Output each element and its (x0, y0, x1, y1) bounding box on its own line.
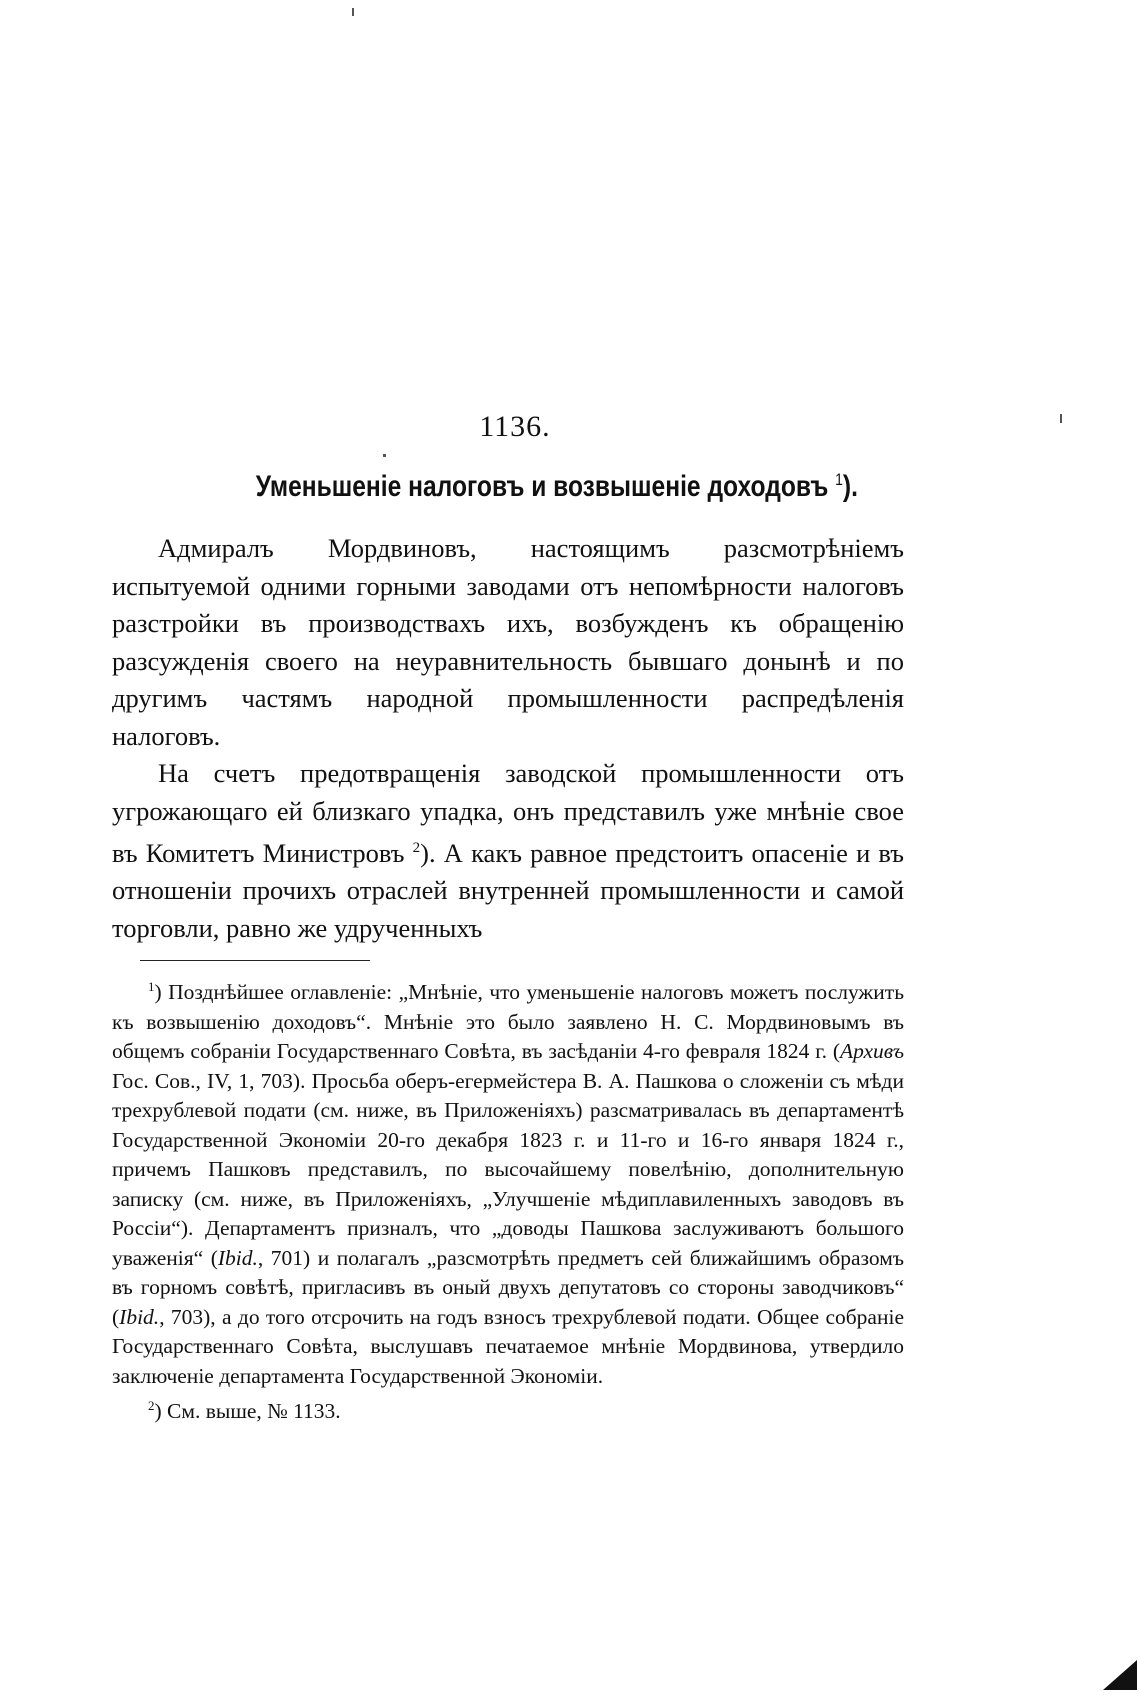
footnote-2 (112, 1391, 904, 1427)
scan-speck (352, 8, 354, 16)
footnote-1-part-c: , 701) и полагалъ „разсмотрѣть предметъ сей ближайшимъ образомъ въ горномъ совѣтѣ, пригласивъ въ оный двухъ депутатовъ со стороны заводчиковъ“ ( (112, 1245, 904, 1329)
page-corner-mark (1103, 1660, 1137, 1690)
footnote-1-part-a: ) Позднѣйшее оглавленіе: „Мнѣніе, что уменьшеніе налоговъ можетъ послужить къ возвышенію доходовъ“. Мнѣніе это было заявлено Н. С. Мордвиновымъ въ общемъ собраніи Государственнаго Совѣта, въ засѣданіи 4-го февраля 1824 г. ( (112, 980, 904, 1064)
footnote-1 (112, 972, 904, 1391)
title-close: ). (842, 470, 858, 503)
scan-speck (383, 454, 386, 457)
footnote-1-marker: 1 (148, 979, 155, 994)
paragraph-2-start: На счетъ предотвращенія заводской промышленности отъ угрожающаго ей близкаго упадка, онъ представилъ уже мнѣніе свое въ Комитетъ Министровъ (112, 758, 904, 868)
archive-citation: Архивъ (840, 1039, 904, 1064)
title-text: Уменьшеніе налоговъ и возвышеніе доходовъ (255, 470, 829, 503)
footnote-ref-2: 2 (412, 840, 421, 856)
ibid-citation-2: Ibid. (119, 1304, 160, 1329)
footnote-1-part-b: Гос. Сов., IV, 1, 703). Просьба оберъ-егермейстера В. А. Пашкова о сложеніи съ мѣди трехрублевой подати (см. ниже, въ Приложеніяхъ) разсматривалась въ департаментѣ Государственной Экономіи 20-го декабря 1823 г. и 11-го и 16-го января 1824 г., причемъ Пашковъ представилъ, по высочайшему повелѣнію, дополнительную записку (см. ниже, въ Приложеніяхъ, „Улучшеніе мѣдиплавиленныхъ заводовъ въ Россіи“). Департаментъ призналъ, что „доводы Пашкова заслуживаютъ большого уваженія“ ( (112, 1068, 904, 1270)
ibid-citation-1: Ibid. (217, 1245, 258, 1270)
footnote-2-marker: 2 (148, 1398, 155, 1414)
scan-speck (1060, 414, 1062, 423)
paragraph-2 (112, 755, 904, 947)
title-footnote-ref: 1 (835, 470, 843, 489)
document-number: 1136. (479, 410, 551, 443)
footnote-divider (140, 960, 370, 961)
footnote-2-text: ) См. выше, № 1133. (154, 1399, 341, 1424)
footnote-1-part-d: , 703), а до того отсрочить на годъ взносъ трехрублевой подати. Общее собраніе Государственнаго Совѣта, выслушавъ печатаемое мнѣніе Мордвинова, утвердило заключеніе департамента Государственной Экономіи. (112, 1304, 904, 1388)
document-title (255, 470, 858, 504)
main-body (112, 530, 904, 947)
footnotes (112, 972, 904, 1427)
paragraph-2-end: ). А какъ равное предстоитъ опасеніе и въ отношеніи прочихъ отраслей внутренней промышленности и самой торговли, равно же удрученныхъ (112, 837, 904, 943)
paragraph-1: Адмиралъ Мордвиновъ, настоящимъ разсмотрѣніемъ испытуемой одними горными заводами отъ непомѣрности налоговъ разстройки въ производствахъ ихъ, возбужденъ къ обращенію разсужденія своего на неуравнительность бывшаго донынѣ и по другимъ частямъ народной промышленности распредѣленія налоговъ. (112, 533, 904, 751)
